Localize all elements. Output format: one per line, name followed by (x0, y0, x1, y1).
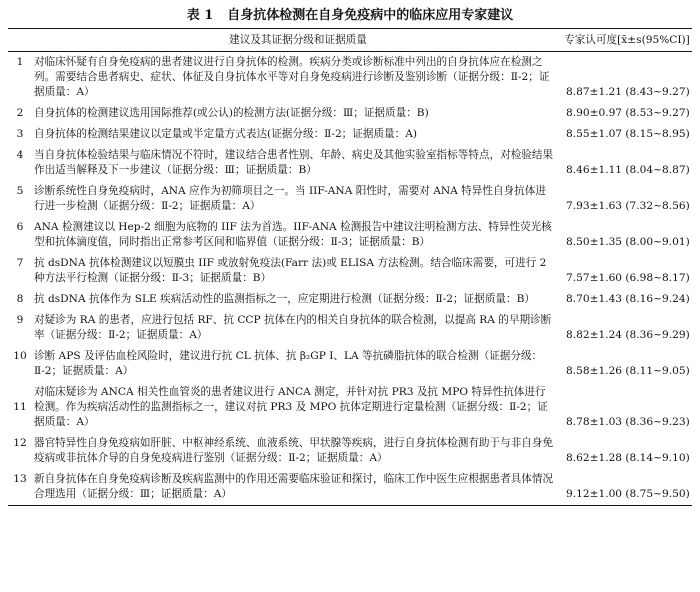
table-row (8, 469, 692, 506)
recommendation-text: 器官特异性自身免疫病如肝脏、中枢神经系统、血液系统、甲状腺等疾病，进行自身抗体检测有助于与非自身免疫病或非抗体介导的自身免疫病进行鉴别（证据分级：Ⅱ-2；证据质量：A） (34, 437, 554, 464)
expert-score: 8.50±1.35 (8.00~9.01) (566, 236, 690, 248)
recommendation-text: 对临床疑诊为 ANCA 相关性血管炎的患者建议进行 ANCA 测定，并针对抗 PR3 及抗 MPO 特异性抗体进行检测。作为疾病活动性的监测指标之一，建议对抗 PR3 及 MPO 抗体定期进行定量检测（证据分级：Ⅱ-2；证据质量：A） (34, 386, 548, 428)
expert-score: 9.12±1.00 (8.75~9.50) (562, 469, 692, 506)
row-number: 1 (16, 56, 24, 68)
table-header-row (8, 29, 692, 52)
row-number: 4 (16, 149, 24, 161)
row-number: 8 (16, 293, 24, 305)
table-label: 表 1 (186, 8, 214, 23)
expert-score: 8.90±0.97 (8.53~9.27) (566, 107, 690, 119)
table-title: 自身抗体检测在自身免疫病中的临床应用专家建议 (227, 8, 514, 23)
recommendation-text: 诊断系统性自身免疫病时，ANA 应作为初筛项目之一。当 IIF-ANA 阳性时，需要对 ANA 特异性自身抗体进行进一步检测（证据分级：Ⅱ-2；证据质量：A） (34, 185, 546, 212)
expert-score: 8.82±1.24 (8.36~9.29) (566, 329, 690, 341)
table-body (8, 52, 692, 506)
table-row (8, 382, 692, 433)
recommendation-text: ANA 检测建议以 Hep-2 细胞为底物的 IIF 法为首选。IIF-ANA 检测报告中建议注明检测方法、特异性荧光核型和抗体滴度值，同时指出正常参考区间和临界值（证据分级：Ⅱ-3；证据质量：B） (34, 221, 552, 248)
table-caption (8, 6, 692, 26)
table-row (8, 253, 692, 289)
table-row (8, 181, 692, 217)
table-row (8, 346, 692, 382)
recommendation-text: 当自身抗体检验结果与临床情况不符时，建议结合患者性别、年龄、病史及其他实验室指标等特点，对检验结果作出适当解释及下一步建议（证据分级：Ⅲ；证据质量：B） (34, 149, 554, 176)
row-number: 13 (8, 469, 34, 506)
row-number: 5 (16, 185, 24, 197)
recommendation-text: 诊断 APS 及评估血栓风险时，建议进行抗 CL 抗体、抗 β₂GP Ⅰ、LA 等抗磷脂抗体的联合检测（证据分级：Ⅱ-2；证据质量：A） (34, 350, 543, 377)
recommendation-text: 对疑诊为 RA 的患者，应进行包括 RF、抗 CCP 抗体在内的相关自身抗体的联合检测，以提高 RA 的早期诊断率（证据分级：Ⅱ-2；证据质量：A） (34, 314, 552, 341)
expert-score: 7.93±1.63 (7.32~8.56) (566, 200, 690, 212)
recommendation-text: 抗 dsDNA 抗体作为 SLE 疾病活动性的监测指标之一，应定期进行检测（证据分级：Ⅱ-2；证据质量：B） (34, 293, 535, 305)
row-number: 11 (13, 401, 27, 413)
row-number: 7 (16, 257, 24, 269)
row-number: 10 (13, 350, 27, 362)
table-row (8, 103, 692, 124)
row-number: 9 (16, 314, 24, 326)
header-expert-score: 专家认可度[x̄±s(95%CI)] (562, 29, 692, 52)
expert-score: 8.78±1.03 (8.36~9.23) (566, 416, 690, 428)
recommendation-text: 抗 dsDNA 抗体检测建议以短膜虫 IIF 或放射免疫法(Farr 法)或 ELISA 方法检测。结合临床需要，可进行 2 种方法平行检测（证据分级：Ⅱ-3；证据质量：B） (34, 257, 547, 284)
table-row (8, 52, 692, 104)
header-number (8, 29, 34, 52)
recommendation-text: 新自身抗体在自身免疫病诊断及疾病监测中的作用还需要临床验证和探讨，临床工作中医生应根据患者具体情况合理选用（证据分级：Ⅲ；证据质量：A） (34, 469, 562, 506)
expert-score: 8.58±1.26 (8.11~9.05) (566, 365, 690, 377)
row-number: 3 (16, 128, 24, 140)
row-number: 12 (13, 437, 27, 449)
expert-score: 8.55±1.07 (8.15~8.95) (566, 128, 690, 140)
recommendation-text: 自身抗体的检测结果建议以定量或半定量方式表达(证据分级：Ⅱ-2；证据质量：A) (34, 128, 418, 140)
row-number: 2 (16, 107, 24, 119)
expert-score: 8.62±1.28 (8.14~9.10) (566, 452, 690, 464)
table-row (8, 310, 692, 346)
expert-score: 8.46±1.11 (8.04~8.87) (566, 164, 690, 176)
expert-score: 7.57±1.60 (6.98~8.17) (566, 272, 690, 284)
table-row (8, 124, 692, 145)
recommendation-table (8, 28, 692, 506)
table-row (8, 433, 692, 469)
table-row (8, 289, 692, 310)
recommendation-text: 对临床怀疑有自身免疫病的患者建议进行自身抗体的检测。疾病分类或诊断标准中列出的自身抗体应在检测之列。需要结合患者病史、症状、体征及自身抗体水平等对自身免疫病进行诊断及鉴别诊断（证据分级：Ⅱ-2；证据质量：A） (34, 56, 550, 98)
expert-score: 8.87±1.21 (8.43~9.27) (566, 86, 690, 98)
table-row (8, 217, 692, 253)
recommendation-text: 自身抗体的检测建议选用国际推荐(或公认)的检测方法(证据分级：Ⅲ；证据质量：B) (34, 107, 429, 119)
row-number: 6 (16, 221, 24, 233)
table-row (8, 145, 692, 181)
expert-score: 8.70±1.43 (8.16~9.24) (566, 293, 690, 305)
header-recommendation: 建议及其证据分级和证据质量 (34, 29, 562, 52)
